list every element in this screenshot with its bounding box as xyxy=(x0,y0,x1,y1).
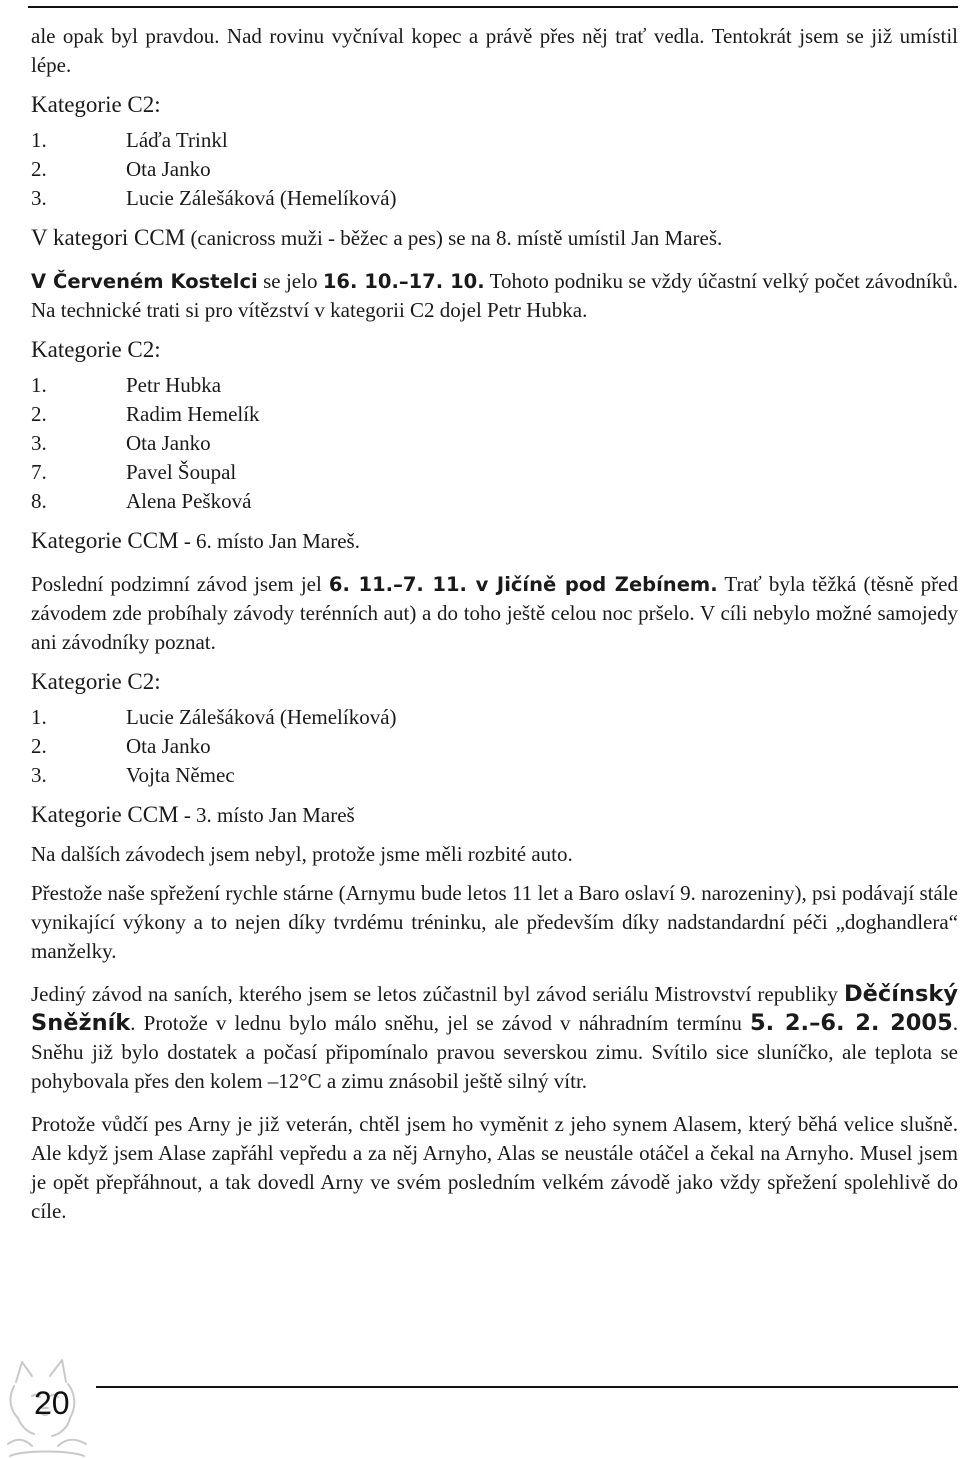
ccm-text: - 3. místo Jan Mareš xyxy=(178,803,355,827)
sled-mid: . Protože v lednu bylo málo sněhu, jel se závod v náhradním termínu xyxy=(130,1011,750,1035)
race-place: V Červeném Kostelci xyxy=(31,270,258,293)
ccm-label: V kategori CCM xyxy=(31,225,186,250)
article-body xyxy=(31,22,958,1226)
category-heading-c2-3: Kategorie C2: xyxy=(31,669,161,694)
result-rank: 1. xyxy=(31,373,47,397)
result-item xyxy=(31,732,958,761)
result-name: Ota Janko xyxy=(126,734,211,758)
result-name: Láďa Trinkl xyxy=(126,128,228,152)
result-rank: 1. xyxy=(31,705,47,729)
ccm-text: - 6. místo Jan Mareš. xyxy=(178,529,360,553)
category-heading-c2-1: Kategorie C2: xyxy=(31,92,161,117)
result-item xyxy=(31,487,958,516)
ccm-label: Kategorie CCM xyxy=(31,802,179,827)
result-name: Ota Janko xyxy=(126,157,211,181)
result-name: Alena Pešková xyxy=(126,489,252,513)
race-lead: Poslední podzimní závod jsem jel xyxy=(31,572,329,596)
sled-place: Děčínský Sněžník xyxy=(31,981,958,1036)
result-rank: 2. xyxy=(31,402,47,426)
race-date-place: 6. 11.–7. 11. v Jičíně pod Zebínem. xyxy=(328,573,718,596)
sled-date: 5. 2.–6. 2. 2005 xyxy=(750,1010,953,1036)
result-name: Radim Hemelík xyxy=(126,402,260,426)
category-heading-c2-2: Kategorie C2: xyxy=(31,337,161,362)
results-list-1 xyxy=(31,126,958,213)
race-date: 16. 10.–17. 10. xyxy=(322,270,485,293)
result-rank: 7. xyxy=(31,460,47,484)
result-item xyxy=(31,184,958,213)
result-item xyxy=(31,126,958,155)
connector-text: se jelo xyxy=(257,269,323,293)
jicin-paragraph xyxy=(31,570,958,657)
kostelec-paragraph xyxy=(31,267,958,325)
result-rank: 2. xyxy=(31,734,47,758)
result-item xyxy=(31,458,958,487)
result-item xyxy=(31,155,958,184)
ccm-result-1 xyxy=(31,223,958,253)
result-item xyxy=(31,371,958,400)
result-item xyxy=(31,761,958,790)
result-name: Pavel Šoupal xyxy=(126,460,237,484)
result-item xyxy=(31,429,958,458)
sled-lead: Jediný závod na saních, kterého jsem se letos zúčastnil byl závod seriálu Mistrovství republiky xyxy=(31,982,844,1006)
top-rule xyxy=(28,6,958,8)
result-rank: 8. xyxy=(31,489,47,513)
race-description: Tohoto podniku se vždy účastní velký počet závodníků. Na technické trati si pro vítězství v kategorii C2 dojel Petr Hubka. xyxy=(31,269,958,322)
sled-text: . Sněhu již bylo dostatek a počasí připomínalo pravou severskou zimu. Svítilo sice sluníčko, ale teplota se pohybovala přes den kolem –12°C a zimu znásobil ještě silný vítr. xyxy=(31,1011,958,1093)
result-item xyxy=(31,703,958,732)
page-number: 20 xyxy=(34,1385,70,1421)
ccm-text: (canicross muži - běžec a pes) se na 8. místě umístil Jan Mareš. xyxy=(185,226,723,250)
results-list-3 xyxy=(31,703,958,790)
sled-race-paragraph xyxy=(31,980,958,1096)
result-item xyxy=(31,400,958,429)
race-description: Trať byla těžká (těsně před závodem zde probíhaly závody terénních aut) a do toho ještě celou noc pršelo. V cíli nebylo možné samojedy ani závodníky poznat. xyxy=(31,572,958,654)
result-rank: 3. xyxy=(31,431,47,455)
ccm-result-2 xyxy=(31,526,958,556)
results-list-2 xyxy=(31,371,958,516)
bottom-rule xyxy=(96,1386,958,1388)
result-rank: 1. xyxy=(31,128,47,152)
result-rank: 2. xyxy=(31,157,47,181)
result-name: Petr Hubka xyxy=(126,373,222,397)
result-rank: 3. xyxy=(31,186,47,210)
ccm-result-3 xyxy=(31,800,958,830)
result-name: Vojta Němec xyxy=(126,763,235,787)
lead-dog-paragraph: Protože vůdčí pes Arny je již veterán, chtěl jsem ho vyměnit z jeho synem Alasem, který běhá velice slušně. Ale když jsem Alase zapřáhl vepředu a za něj Arnyho, Alas se neustále otáčel a čekal na Arnyho. Musel jsem je opět přepřáhnout, a tak dovedl Arny ve svém posledním velkém závodě jako vždy spřežení spolehlivě do cíle. xyxy=(31,1112,958,1223)
no-races-paragraph: Na dalších závodech jsem nebyl, protože jsme měli rozbité auto. xyxy=(31,842,573,866)
result-name: Lucie Zálešáková (Hemelíková) xyxy=(126,705,397,729)
intro-paragraph: ale opak byl pravdou. Nad rovinu vyčníval kopec a právě přes něj trať vedla. Tentokrát jsem se již umístil lépe. xyxy=(31,24,958,77)
result-rank: 3. xyxy=(31,763,47,787)
result-name: Ota Janko xyxy=(126,431,211,455)
result-name: Lucie Zálešáková (Hemelíková) xyxy=(126,186,397,210)
ccm-label: Kategorie CCM xyxy=(31,528,179,553)
team-paragraph: Přestože naše spřežení rychle stárne (Arnymu bude letos 11 let a Baro oslaví 9. narozeniny), psi podávají stále vynikající výkony a to nejen díky tvrdému tréninku, ale především díky nadstandardní péči „doghandlera“ manželky. xyxy=(31,881,958,963)
